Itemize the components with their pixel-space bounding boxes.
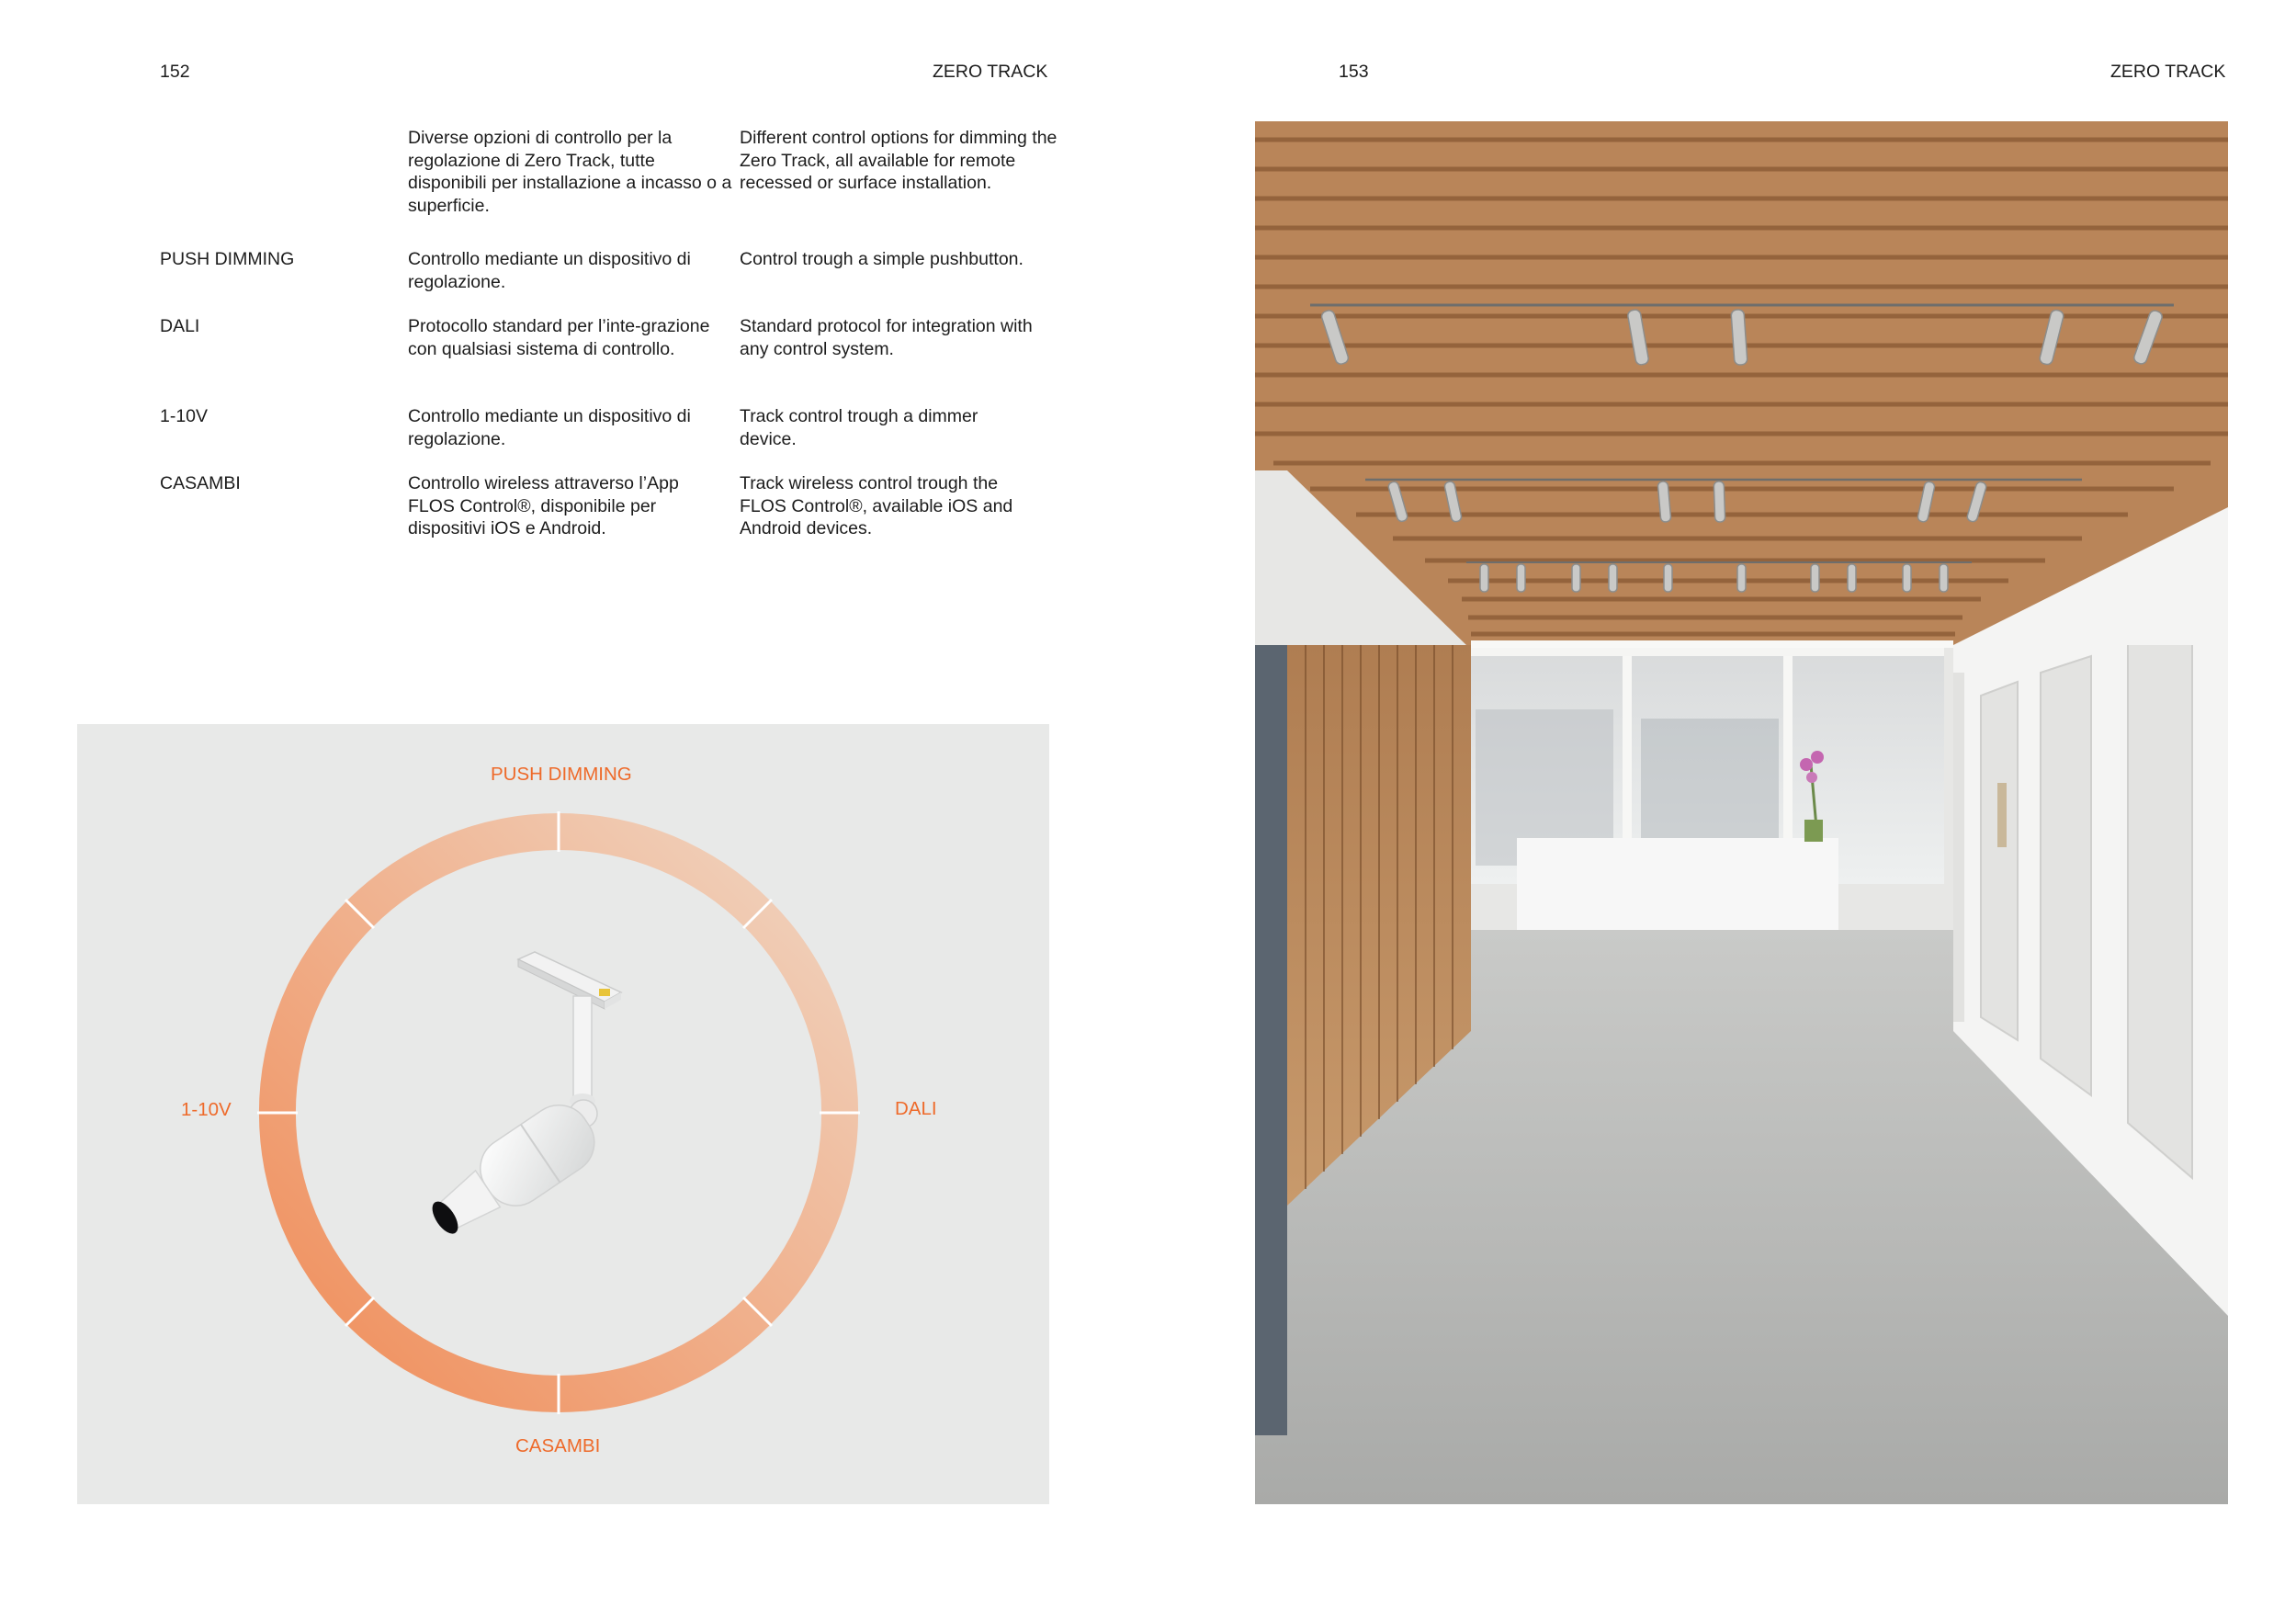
row-text-it-1-10v: Controllo mediante un dispositivo di regolazione. [408,406,691,449]
intro-text-it: Diverse opzioni di controllo per la regolazione di Zero Track, tutte disponibili per installazione a incasso o a superficie. [408,128,732,216]
corridor-photo-illustration [1255,121,2228,1504]
row-label-push-dimming: PUSH DIMMING [160,249,295,269]
page-number-left: 152 [160,62,190,82]
diagram-label-push-dimming: PUSH DIMMING [491,764,632,785]
running-title-left: ZERO TRACK [933,62,1048,82]
intro-text-en: Different control options for dimming the Zero Track, all available for remote recessed or surface installation. [740,128,1058,193]
diagram-label-1-10v: 1-10V [181,1099,232,1120]
row-text-en-1-10v: Track control trough a dimmer device. [740,406,978,449]
interior-photo [1255,121,2228,1504]
row-text-it-dali: Protocollo standard per l’inte-grazione con qualsiasi sistema di controllo. [408,316,710,359]
row-text-it-push-dimming: Controllo mediante un dispositivo di regolazione. [408,249,691,292]
row-text-en-push-dimming: Control trough a simple pushbutton. [740,249,1024,269]
row-text-en-casambi: Track wireless control trough the FLOS Control®, available iOS and Android devices. [740,473,1013,538]
spotlight-illustration [418,952,621,1252]
row-text-en-dali: Standard protocol for integration with any control system. [740,316,1033,359]
row-text-it-casambi: Controllo wireless attraverso l’App FLOS Control®, disponibile per dispositivi iOS e Android. [408,473,679,538]
control-options-diagram [77,724,1049,1504]
diagram-label-dali: DALI [895,1098,937,1119]
row-label-1-10v: 1-10V [160,406,209,426]
row-label-casambi: CASAMBI [160,473,241,493]
diagram-label-casambi: CASAMBI [515,1435,601,1456]
row-label-dali: DALI [160,316,200,336]
page-number-right: 153 [1339,62,1369,82]
running-title-right: ZERO TRACK [2110,62,2226,82]
